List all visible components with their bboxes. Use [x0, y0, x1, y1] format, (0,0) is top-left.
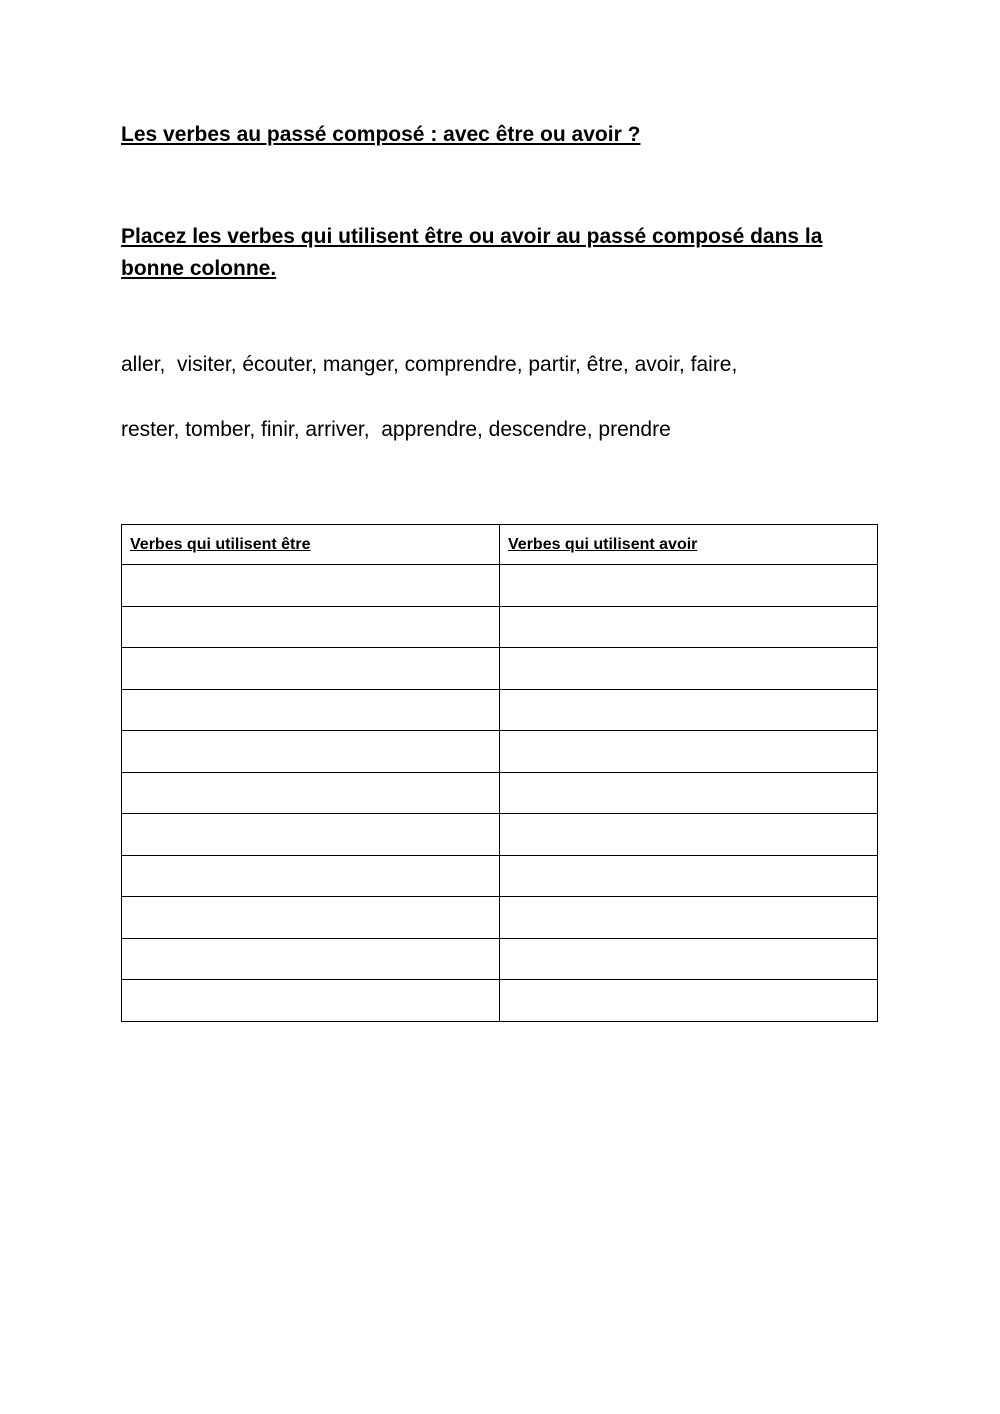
table-body [122, 565, 878, 1022]
header-avoir-label: Verbes qui utilisent avoir [508, 535, 698, 553]
word-bank-line-1: aller, visiter, écouter, manger, comprendre, partir, être, avoir, faire, [121, 353, 738, 376]
answer-cell-etre[interactable] [122, 814, 500, 856]
answer-cell-avoir[interactable] [500, 980, 878, 1022]
table-row [122, 938, 878, 980]
answer-cell-etre[interactable] [122, 648, 500, 690]
table-row [122, 648, 878, 690]
worksheet-title: Les verbes au passé composé : avec être ou avoir ? [121, 123, 641, 146]
header-etre [122, 525, 500, 565]
table-row [122, 814, 878, 856]
instruction-text: Placez les verbes qui utilisent être ou avoir au passé composé dans la bonne colonne. [121, 225, 823, 280]
answer-cell-avoir[interactable] [500, 648, 878, 690]
answer-cell-avoir[interactable] [500, 814, 878, 856]
answer-cell-etre[interactable] [122, 980, 500, 1022]
answer-cell-etre[interactable] [122, 731, 500, 773]
table-row [122, 855, 878, 897]
table-row [122, 897, 878, 939]
answer-cell-avoir[interactable] [500, 731, 878, 773]
table-row [122, 689, 878, 731]
answer-cell-avoir[interactable] [500, 897, 878, 939]
answer-cell-avoir[interactable] [500, 855, 878, 897]
sorting-table [121, 524, 878, 1022]
answer-cell-etre[interactable] [122, 606, 500, 648]
answer-cell-etre[interactable] [122, 772, 500, 814]
answer-cell-etre[interactable] [122, 897, 500, 939]
header-avoir [500, 525, 878, 565]
answer-cell-etre[interactable] [122, 938, 500, 980]
word-bank-line-2: rester, tomber, finir, arriver, apprendre, descendre, prendre [121, 418, 671, 441]
table-header-row [122, 525, 878, 565]
answer-cell-etre[interactable] [122, 689, 500, 731]
answer-cell-avoir[interactable] [500, 772, 878, 814]
answer-cell-etre[interactable] [122, 855, 500, 897]
answer-cell-avoir[interactable] [500, 689, 878, 731]
answer-cell-avoir[interactable] [500, 565, 878, 607]
header-etre-label: Verbes qui utilisent être [130, 535, 311, 553]
answer-cell-avoir[interactable] [500, 606, 878, 648]
table-row [122, 565, 878, 607]
table-row [122, 772, 878, 814]
table-row [122, 980, 878, 1022]
answer-cell-etre[interactable] [122, 565, 500, 607]
answer-cell-avoir[interactable] [500, 938, 878, 980]
table-row [122, 606, 878, 648]
table-row [122, 731, 878, 773]
